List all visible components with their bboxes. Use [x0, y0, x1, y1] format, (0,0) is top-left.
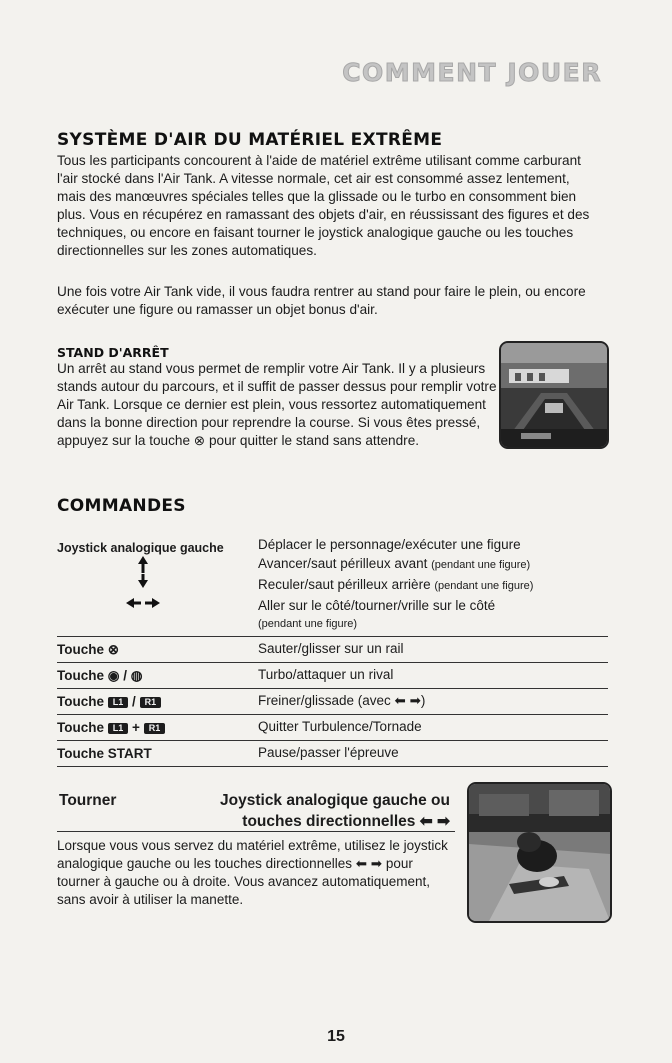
control-label: Touche ⊗: [57, 642, 120, 657]
action-line: Avancer/saut périlleux avant (pendant une figure): [258, 556, 531, 571]
action-line: (pendant une figure): [258, 618, 358, 630]
paragraph-pit-stop: Un arrêt au stand vous permet de remplir votre Air Tank. Il y a plusieurs stands autour du parcours, et il suffit de passer dessus pour remplir votre Air Tank. Lorsque ce dernier est plein, vous ressortez automatiquement dans la bonne direction pour reprendre la course. Si vous êtes pressé, appuyez sur la touche ⊗ pour quitter le stand sans attendre.: [57, 361, 497, 448]
control-action: Turbo/attaquer un rival: [258, 667, 394, 682]
action-line: Aller sur le côté/tourner/vrille sur le côté: [258, 598, 496, 613]
control-action: Sauter/glisser sur un rail: [258, 641, 404, 656]
table-row: [57, 637, 608, 663]
control-action: Freiner/glissade (avec ⬅ ➡): [258, 693, 426, 708]
table-row: [57, 689, 608, 715]
l1-button-icon: L1: [108, 697, 129, 708]
page-number: 15: [327, 1028, 345, 1045]
r1-button-icon: R1: [144, 723, 166, 734]
divider: [57, 831, 455, 832]
turn-label: Tourner: [59, 792, 117, 809]
r1-button-icon: R1: [140, 697, 162, 708]
control-action: [258, 535, 608, 634]
sonic-riding-screenshot: [467, 782, 612, 923]
paragraph-air-system: Tous les participants concourent à l'aide de matériel extrême utilisant comme carburant l'air stocké dans l'Air Tank. A vitesse normale, cet air est consommé assez lentement, mais des manœuvres spéciales telles que la glissade ou le turbo en consomment bien plus. Vous en récupérez en ramassant des objets d'air, en réussissant des figures et des techniques, ou encore en faisant tourner le joystick analogique gauche ou les touches directionnelles sur les zones automatiques.: [57, 153, 590, 258]
control-label: Joystick analogique gauche: [57, 541, 224, 555]
control-label: Touche START: [57, 746, 152, 761]
control-action: Pause/passer l'épreuve: [258, 745, 399, 760]
control-action: Quitter Turbulence/Tornade: [258, 719, 422, 734]
table-row: [57, 663, 608, 689]
action-line: Reculer/saut périlleux arrière (pendant une figure): [258, 577, 534, 592]
control-label: Touche ◉ / ◍: [57, 668, 143, 683]
paragraph-air-tank-empty: Une fois votre Air Tank vide, il vous faudra rentrer au stand pour faire le plein, ou encore exécuter une figure ou ramasser un objet bonus d'air.: [57, 284, 586, 317]
page-header: COMMENT JOUER: [342, 58, 602, 87]
joystick-arrows-icon: [126, 556, 160, 608]
section-title-pit-stop: STAND D'ARRÊT: [57, 345, 169, 360]
table-row: [57, 715, 608, 741]
control-label: Touche L1 + R1: [57, 717, 258, 738]
paragraph-turn: Lorsque vous vous servez du matériel extrême, utilisez le joystick analogique gauche ou les touches directionnelles ⬅ ➡ pour tourner à gauche ou à droite. Vous avancez automatiquement, sans avoir à utiliser la manette.: [57, 838, 448, 907]
l1-button-icon: L1: [108, 723, 129, 734]
table-row: [57, 741, 608, 767]
section-title-commands: COMMANDES: [57, 496, 186, 516]
action-line: Déplacer le personnage/exécuter une figure: [258, 537, 521, 552]
control-label: Touche L1 / R1: [57, 691, 258, 712]
pit-stop-screenshot: [499, 341, 609, 449]
turn-controls: Joystick analogique gauche ou touches directionnelles ⬅ ➡: [220, 792, 450, 830]
section-title-air-system: SYSTÈME D'AIR DU MATÉRIEL EXTRÊME: [57, 130, 443, 150]
